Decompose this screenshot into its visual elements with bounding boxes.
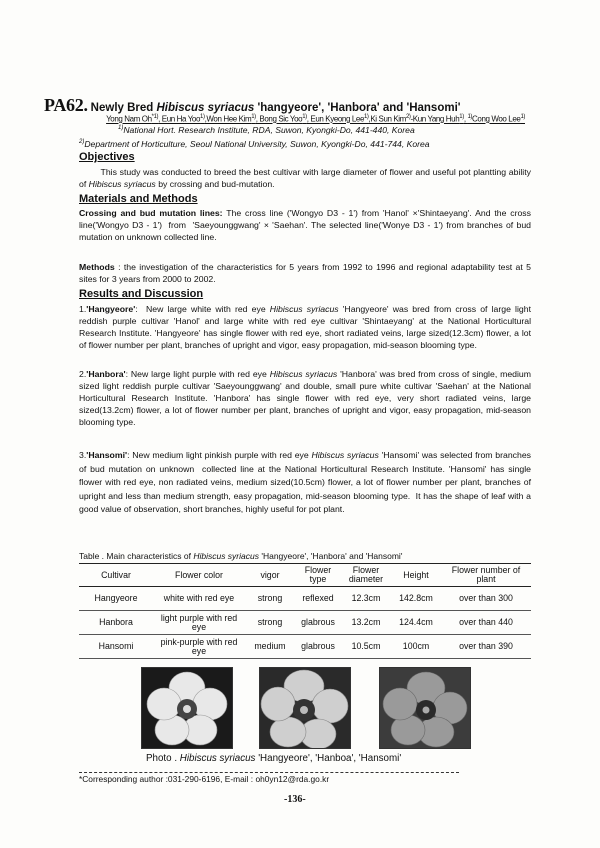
table-cell: over than 440	[441, 611, 531, 635]
table-cell: glabrous	[295, 635, 341, 659]
table-header: vigor	[245, 564, 295, 587]
materials-heading: Materials and Methods	[79, 193, 198, 205]
result-hangyeore: 1.'Hangyeore': New large white with red eye Hibiscus syriacus 'Hangyeore' was bred from cross of large light reddish purple cultivar 'Hanol' and large white with red eye cultivar 'Shintaeyang' at the National Horticultural Research Institute. 'Hangyeore' has single flower with red eye, short radiated veins, large sized(12.3cm) flower, a lot of flower number per plant, branches of upright and vigor, easy propagation, mid-season blooming type.	[79, 304, 531, 350]
table-cell: over than 390	[441, 635, 531, 659]
photo-hangyeore	[141, 667, 233, 749]
table-cell: strong	[245, 611, 295, 635]
table-cell: glabrous	[295, 611, 341, 635]
table-cell: 100cm	[391, 635, 441, 659]
table-cell: over than 300	[441, 587, 531, 611]
table-header: Height	[391, 564, 441, 587]
materials-text: Crossing and bud mutation lines: The cross line ('Wongyo D3 - 1') from 'Hanol' ×'Shintaeyang'. And the cross line('Wongyo D3 - 1') from 'Saeyounggwang' × 'Saehan'. The selected line('Wonye D3 - 1') from branches of bud mutation on unknown collected line.	[79, 208, 531, 242]
photo-hanbora	[259, 667, 351, 749]
page-number: -136-	[284, 794, 306, 805]
result-hanbora: 2.'Hanbora': New large light purple with red eye Hibiscus syriacus 'Hanbora' was bred from cross of single, medium sized light reddish purple cultivar 'Saeyounggwang' and double, small pure white cultivar 'Saehan' at the National Horticultural Research Institute. 'Hanbora' has single flower with red eye, very short radiated veins, large sized(13.2cm) flower, a lot of flower number per plant, branches of upright and vigor, easy propagation, mid-season blooming type.	[79, 369, 531, 427]
table-header: Flower diameter	[341, 564, 391, 587]
table-cell: 142.8cm	[391, 587, 441, 611]
table-caption: Table . Main characteristics of Hibiscus syriacus 'Hangyeore', 'Hanbora' and 'Hansomi'	[79, 551, 403, 561]
hibiscus-flower-image	[260, 668, 350, 748]
table-cell: strong	[245, 587, 295, 611]
affiliation-2: $^{2)}$Department of Horticulture, Seoul National University, Suwon, Kyongki-Do, 441-744, Korea	[79, 139, 430, 149]
table-header: Cultivar	[79, 564, 153, 587]
methods-text: Methods : the investigation of the characteristics for 5 years from 1992 to 1996 and regional adaptability test at 5 sites for 3 years from 2000 to 2002.	[79, 262, 531, 284]
table-row	[79, 635, 531, 659]
table-cell: reflexed	[295, 587, 341, 611]
objectives-heading: Objectives	[79, 151, 135, 163]
table-row	[79, 611, 531, 635]
table-cell: light purple with red eye	[153, 611, 245, 635]
table-cell: 12.3cm	[341, 587, 391, 611]
abstract-code: PA62.	[44, 95, 88, 115]
author-list: Yong Nam Oh$^{*1)}$, Eun Ha Yoo$^{1)}$,Won Hee Kim$^{1)}$, Bong Sic Yoo$^{1)}$, Eun Kyeong Lee$^{1)}$,Ki Sun Kim$^{2)}$-Kun Yang Huh$^{1)}$, $^{1)}$Cong Woo Lee$^{1)}$	[106, 114, 525, 124]
table-cell: Hansomi	[79, 635, 153, 659]
characteristics-table	[79, 563, 531, 659]
result-hansomi: 3.'Hansomi': New medium light pinkish purple with red eye Hibiscus syriacus 'Hansomi' was selected from branches of bud mutation on unknown collected line at the National Horticultural Research Institute. 'Hansomi' has single flower with red eye, non radiated veins, medium sized(10.5cm) flower, a lot of flower number per plant, branches of upright and less than medium strength, easy propagation, mid-season blooming type. It has the shape of leaf with a good value of observation, short branches, highly useful for pot plant.	[79, 450, 531, 514]
affiliation-1: $^{1)}$National Hort. Research Institute, RDA, Suwon, Kyongki-Do, 441-440, Korea	[118, 125, 415, 135]
table-cell: medium	[245, 635, 295, 659]
table-row	[79, 587, 531, 611]
table-header-row	[79, 564, 531, 587]
characteristics-table-block	[79, 551, 531, 659]
table-header: Flower color	[153, 564, 245, 587]
hibiscus-flower-image	[380, 668, 470, 748]
table-cell: Hangyeore	[79, 587, 153, 611]
table-cell: 124.4cm	[391, 611, 441, 635]
paper-title-line	[44, 95, 461, 116]
table-cell: 13.2cm	[341, 611, 391, 635]
results-heading: Results and Discussion	[79, 288, 204, 300]
table-header: Flower number of plant	[441, 564, 531, 587]
corresponding-author: *Corresponding author :031-290-6196, E-mail : oh0yn12@rda.go.kr	[79, 772, 459, 784]
photo-hansomi	[379, 667, 471, 749]
paper-title: Newly Bred Hibiscus syriacus 'hangyeore', 'Hanbora' and 'Hansomi'	[90, 102, 461, 114]
table-cell: Hanbora	[79, 611, 153, 635]
table-cell: pink-purple with red eye	[153, 635, 245, 659]
table-header: Flower type	[295, 564, 341, 587]
objectives-text: This study was conducted to breed the best cultivar with large diameter of flower and useful pot plantting ability of Hibiscus syriacus by crossing and bud-mutation.	[79, 167, 531, 189]
table-cell: white with red eye	[153, 587, 245, 611]
table-cell: 10.5cm	[341, 635, 391, 659]
photo-caption: Photo . Hibiscus syriacus 'Hangyeore', 'Hanboa', 'Hansomi'	[146, 753, 402, 764]
hibiscus-flower-image	[142, 668, 232, 748]
